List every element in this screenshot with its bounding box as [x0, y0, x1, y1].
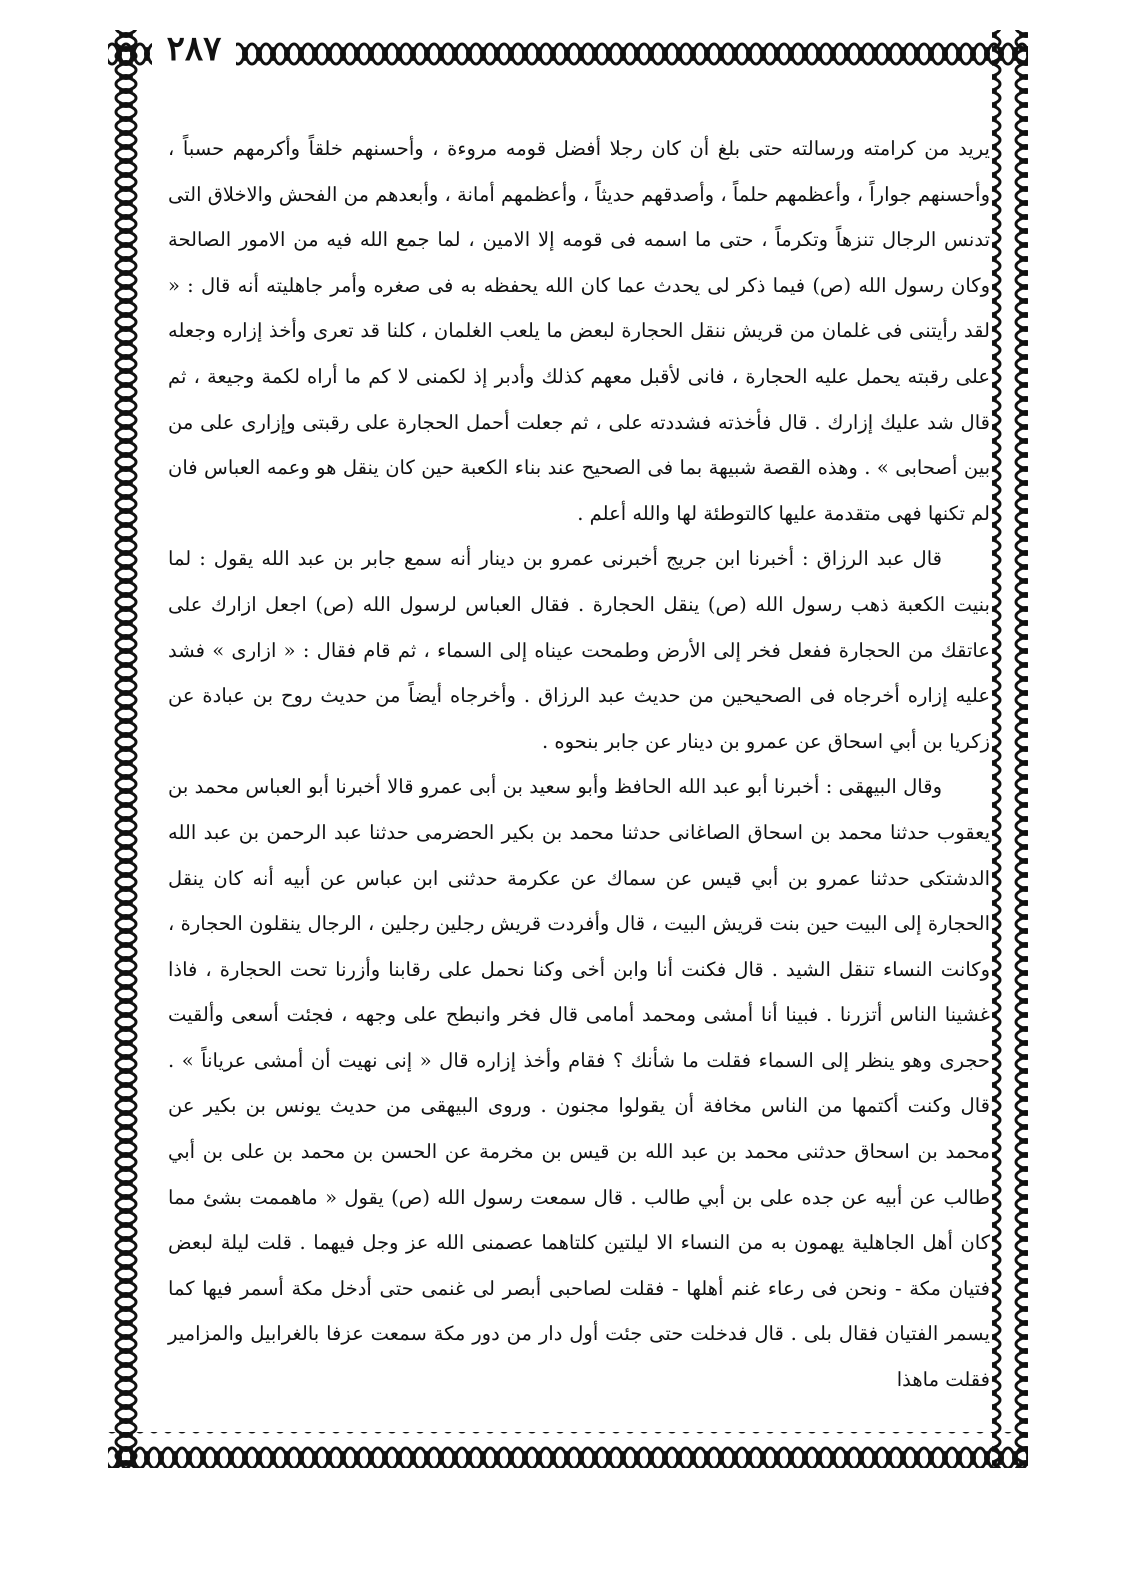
page-number: ٢٨٧	[152, 28, 236, 70]
border-bottom	[108, 1432, 1028, 1468]
paragraph: قال عبد الرزاق : أخبرنا ابن جريج أخبرنى عمرو بن دينار أنه سمع جابر بن عبد الله يقول : لما بنيت الكعبة ذهب رسول الله (ص) ينقل الحجارة . فقال العباس لرسول الله (ص) اجعل ازارك على عاتقك من الحجارة ففعل فخر إلى الأرض وطمحت عيناه إلى السماء ، ثم قام فقال : « ازارى » فشد عليه إزاره أخرجاه فى الصحيحين من حديث عبد الرزاق . وأخرجاه أيضاً من حديث روح بن عبادة عن زكريا بن أبي اسحاق عن عمرو بن دينار عن جابر بنحوه .	[168, 547, 990, 753]
border-left	[108, 30, 144, 1468]
paragraph: وقال البيهقى : أخبرنا أبو عبد الله الحافظ وأبو سعيد بن أبى عمرو قالا أخبرنا أبو العباس محمد بن يعقوب حدثنا محمد بن اسحاق الصاغانى حدثنا محمد بن بكير الحضرمى حدثنا عبد الرحمن بن عبد الله الدشتكى حدثنا عمرو بن أبي قيس عن سماك عن عكرمة حدثنى ابن عباس عن أبيه أنه كان ينقل الحجارة إلى البيت حين بنت قريش البيت ، قال وأفردت قريش رجلين رجلين ، الرجال ينقلون الحجارة ، وكانت النساء تنقل الشيد . قال فكنت أنا وابن أخى وكنا نحمل على رقابنا وأزرنا تحت الحجارة ، فاذا غشينا الناس أتزرنا . فبينا أنا أمشى ومحمد أمامى قال فخر وانبطح على وجهه ، فجئت أسعى وألقيت حجرى وهو ينظر إلى السماء فقلت ما شأنك ؟ فقام وأخذ إزاره قال « إنى نهيت أن أمشى عرياناً » . قال وكنت أكتمها من الناس مخافة أن يقولوا مجنون . وروى البيهقى من حديث يونس بن بكير عن محمد بن اسحاق حدثنى محمد بن عبد الله بن قيس بن مخرمة عن الحسن بن محمد بن على بن أبي طالب عن أبيه عن جده على بن أبي طالب . قال سمعت رسول الله (ص) يقول « ماهممت بشئ مما كان أهل الجاهلية يهمون به من النساء الا ليلتين كلتاهما عصمنى الله عز وجل فيهما . قلت ليلة لبعض فتيان مكة - ونحن فى رعاء غنم أهلها - فقلت لصاحبى أبصر لى غنمى حتى أدخل مكة أسمر فيها كما يسمر الفتيان فقال بلى . قال فدخلت حتى جئت أول دار من دور مكة سمعت عزفا بالغرابيل والمزامير فقلت ماهذا	[168, 775, 990, 1392]
paragraph: يريد من كرامته ورسالته حتى بلغ أن كان رجلا أفضل قومه مروءة ، وأحسنهم خلقاً وأكرمهم حسباً ، وأحسنهم جواراً ، وأعظمهم حلماً ، وأصدقهم حديثاً ، وأعظمهم أمانة ، وأبعدهم من الفحش والاخلاق التى تدنس الرجال تنزهاً وتكرماً ، حتى ما اسمه فى قومه إلا الامين ، لما جمع الله فيه من الامور الصالحة وكان رسول الله (ص) فيما ذكر لى يحدث عما كان الله يحفظه به فى صغره وأمر جاهليته أنه قال : « لقد رأيتنى فى غلمان من قريش ننقل الحجارة لبعض ما يلعب الغلمان ، كلنا قد تعرى وأخذ إزاره وجعله على رقبته يحمل عليه الحجارة ، فانى لأقبل معهم كذلك وأدبر إذ لكمنى لا كم ما أراه لكمة وجيعة ، ثم قال شد عليك إزارك . قال فأخذته فشددته على ، ثم جعلت أحمل الحجارة على رقبتى وإزارى على من بين أصحابى » . وهذه القصة شبيهة بما فى الصحيح عند بناء الكعبة حين كان ينقل هو وعمه العباس فان لم تكنها فهى متقدمة عليها كالتوطئة لها والله أعلم .	[168, 137, 990, 525]
border-right	[992, 30, 1028, 1468]
border-top	[108, 30, 1028, 66]
page-body	[168, 126, 990, 1396]
